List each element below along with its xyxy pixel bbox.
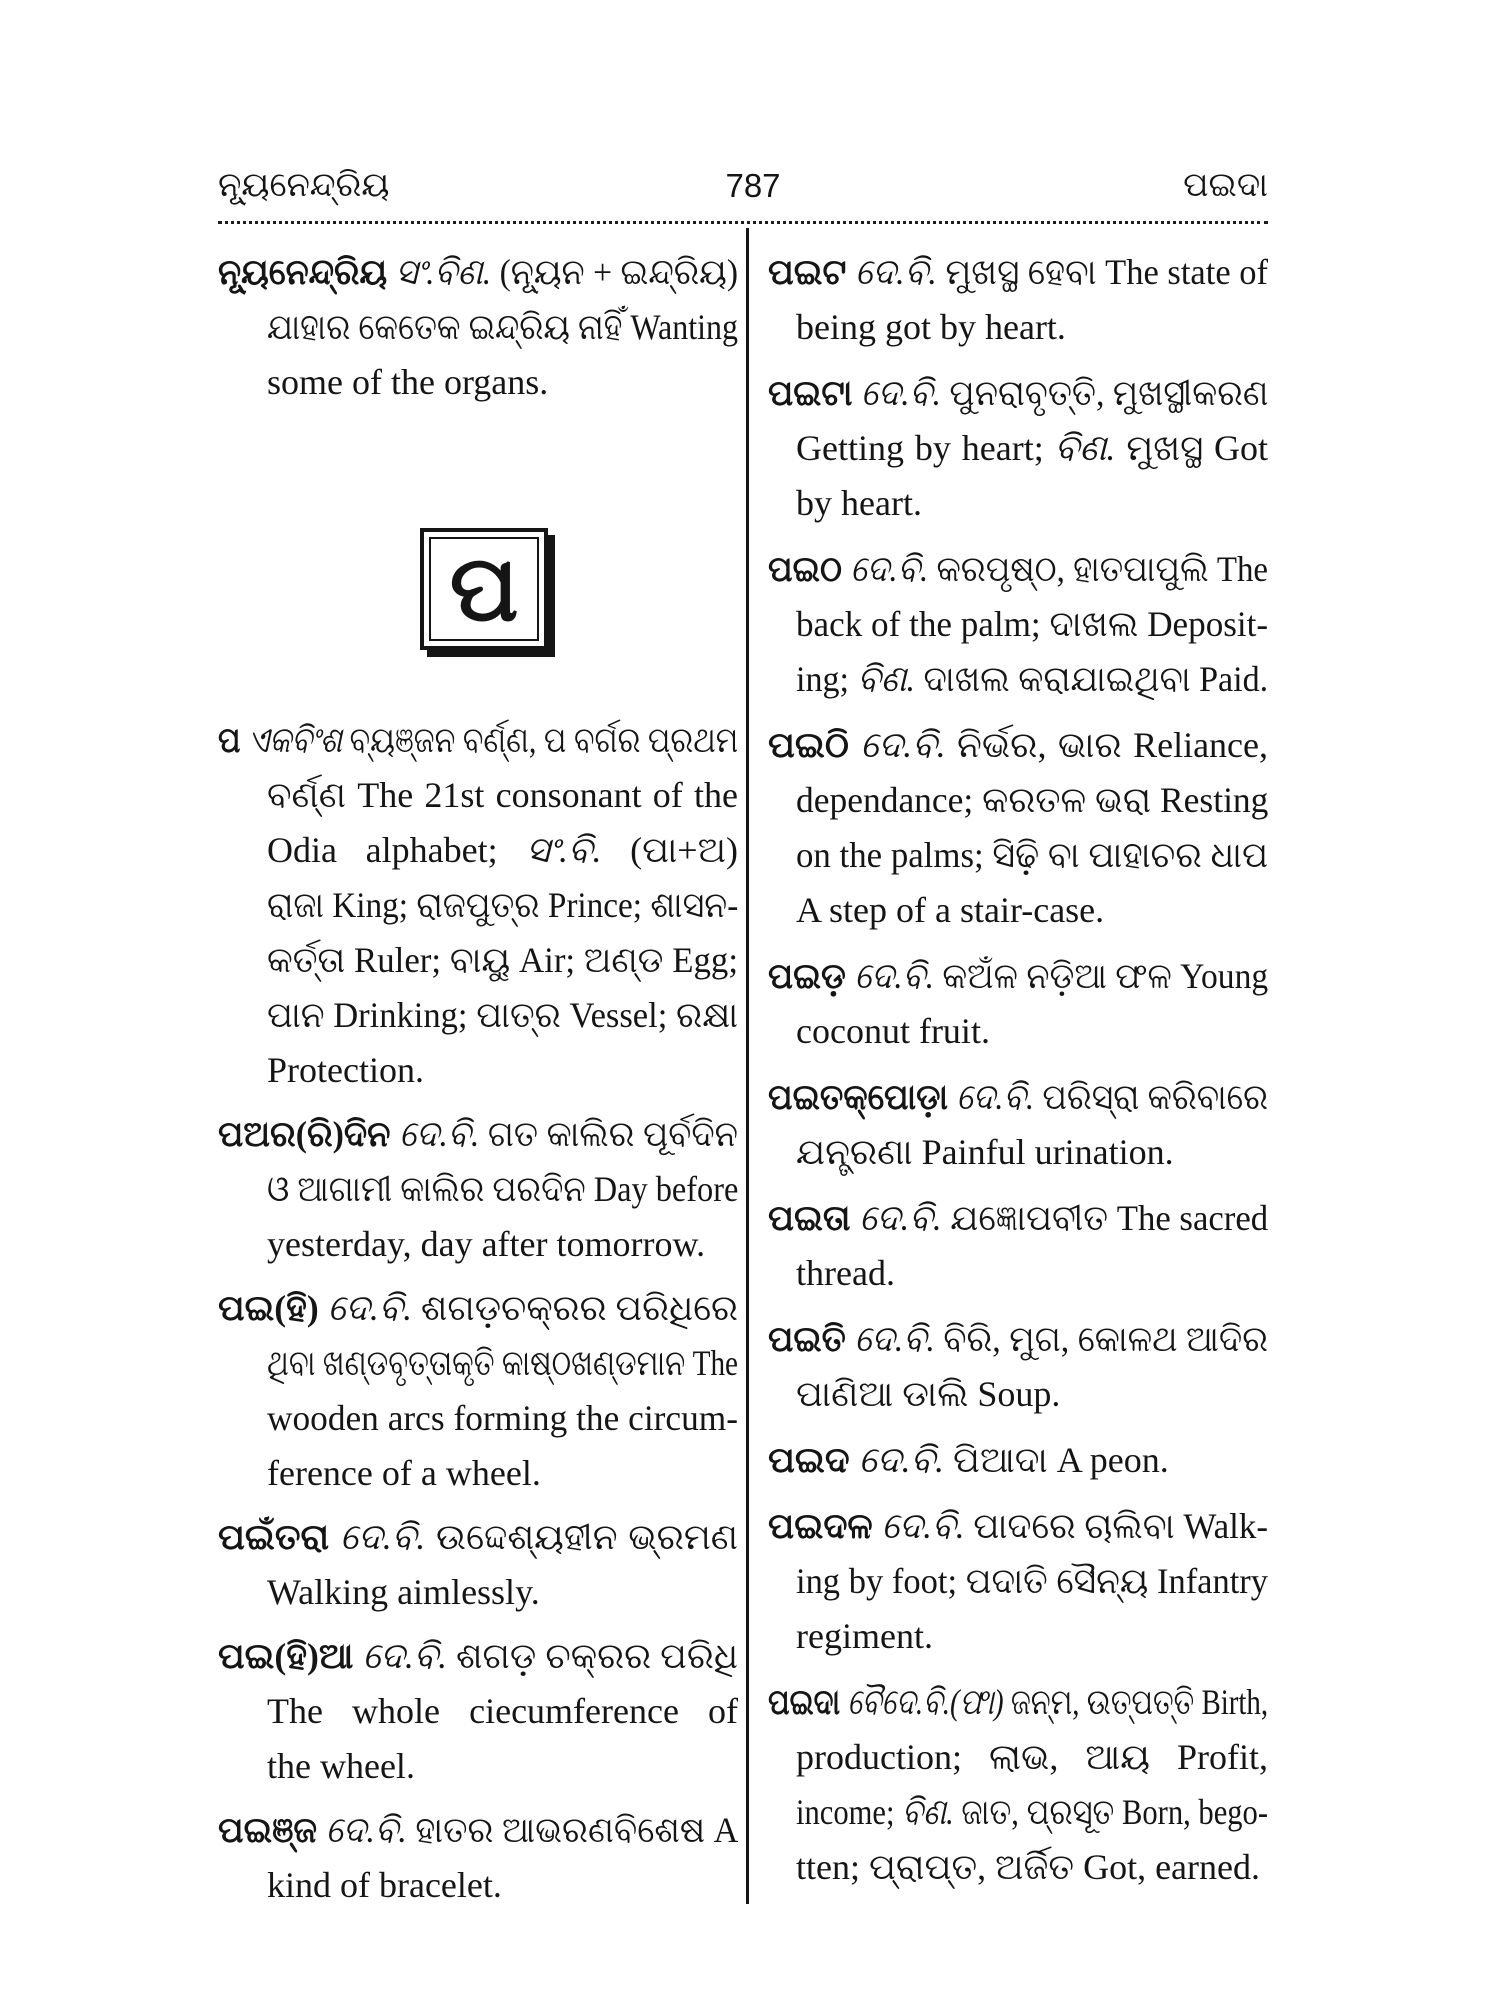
grammar-label: ଦେ.ବି.	[339, 1517, 426, 1557]
section-letter: ପ	[429, 537, 539, 641]
entry-line	[267, 1739, 738, 1794]
headword: ପଇଟ	[768, 252, 847, 292]
entry-text: ପାଦରେ ଚାଲିବା Walk-	[973, 1506, 1268, 1546]
entry-line	[267, 300, 738, 355]
entry-text: coconut fruit.	[796, 1011, 990, 1051]
entry-text: ing by foot; ପଦାତି ସୈନ୍ୟ Infantry	[796, 1561, 1268, 1601]
entry-line	[796, 1367, 1268, 1422]
entry-line	[267, 1858, 738, 1913]
entry-first-line	[768, 245, 1268, 300]
grammar-label: ଏକବିଂଶ	[248, 720, 343, 760]
entry-text: ଜନ୍ମ, ଉତ୍ପତ୍ତି Birth,	[1010, 1682, 1268, 1722]
page-number: 787	[725, 167, 781, 204]
right-column	[768, 245, 1268, 1906]
entry-text: କର୍ତ୍ତା Ruler; ବାୟୁ Air; ଅଣ୍ଡ Egg;	[267, 940, 738, 980]
entry-text: (ନ୍ୟୂନ + ଇନ୍ଦ୍ରିୟ)	[499, 252, 738, 292]
entry-text: ମୁଖସ୍ଥ ହେବା The state of	[945, 252, 1268, 292]
entry-line	[796, 1609, 1268, 1664]
grammar-label: ଦେ.ବି.	[860, 373, 941, 413]
dictionary-entry	[218, 1510, 738, 1620]
entry-first-line	[768, 542, 1268, 597]
entry-text: Odia alphabet;	[267, 830, 498, 870]
entry-text: ଯାହାର କେତେକ ଇନ୍ଦ୍ରିୟ ନାହିଁ Wanting	[267, 307, 738, 347]
dictionary-entry	[768, 1070, 1268, 1180]
grammar-label: ଦେ.ବି.	[362, 1636, 447, 1676]
entry-text: production; ଲାଭ, ଆୟ Profit,	[796, 1737, 1268, 1777]
dictionary-entry	[768, 366, 1268, 531]
entry-first-line	[218, 245, 738, 300]
entry-text: ପାନ Drinking; ପାତ୍ର Vessel; ରକ୍ଷା	[267, 995, 738, 1035]
grammar-label: ଦେ.ବି.	[327, 1288, 412, 1328]
entry-line	[796, 1730, 1268, 1785]
entry-line	[267, 768, 738, 823]
entry-text: ହାତର ଆଭରଣବିଶେଷ A	[415, 1810, 738, 1850]
entry-line	[267, 1391, 738, 1446]
grammar-label: ଦେ.ବି.	[854, 956, 934, 996]
entry-first-line	[218, 1629, 738, 1684]
entry-line	[267, 355, 738, 410]
entry-text: ଥିବା ଖଣ୍ଡବୃତ୍ତାକୃତି କାଷ୍ଠଖଣ୍ଡମାନ The	[267, 1343, 738, 1383]
entry-text: ଉଦ୍ଦେଶ୍ୟହୀନ ଭ୍ରମଣ	[436, 1517, 738, 1557]
entry-text: ପିଆଦା A peon.	[953, 1440, 1169, 1480]
entry-text: ଗତ କାଲିର ପୂର୍ବଦିନ	[487, 1114, 738, 1154]
headword: ପଇତି	[768, 1319, 846, 1359]
dictionary-entry	[218, 1629, 738, 1794]
entry-text: ପାଣିଆ ଡାଲି Soup.	[796, 1374, 1061, 1414]
entry-first-line	[768, 1433, 1268, 1488]
entry-text: ଶଗଡ଼ଚକ୍ରର ପରିଧିରେ	[420, 1288, 738, 1328]
entry-text: tten; ପ୍ରାପ୍ତ, ଅର୍ଜିତ Got, earned.	[796, 1847, 1261, 1887]
grammar-label: ବିଣ.	[1054, 428, 1116, 468]
entry-line	[267, 1336, 738, 1391]
entry-first-line	[768, 1191, 1268, 1246]
entry-line	[267, 1684, 738, 1739]
entry-text: Protection.	[267, 1050, 424, 1090]
entry-text: thread.	[796, 1253, 895, 1293]
grammar-label: ଦେ.ବି.	[858, 1440, 945, 1480]
entry-line	[796, 597, 1268, 652]
dictionary-entry	[768, 1499, 1268, 1664]
entry-first-line	[218, 1510, 738, 1565]
grammar-label: ଦେ.ବି.	[850, 549, 929, 589]
entry-line	[267, 1217, 738, 1272]
entry-line	[796, 1840, 1268, 1895]
entry-line	[267, 933, 738, 988]
entry-text: ବର୍ଣ୍ଣ The 21st consonant of the	[267, 775, 738, 815]
entry-first-line	[768, 718, 1268, 773]
entry-text: କଅଁଳ ନଡ଼ିଆ ଫଳ Young	[942, 956, 1268, 996]
grammar-label: ଦେ.ବି.	[399, 1114, 480, 1154]
header-dotted-rule	[218, 221, 1268, 224]
grammar-label: ବୈଦେ.ବି.(ଫା)	[847, 1682, 1004, 1722]
dictionary-entry	[768, 1433, 1268, 1488]
entry-text: ମୁଖସ୍ଥ Got	[1126, 428, 1268, 468]
dictionary-entry	[218, 1107, 738, 1272]
headword: ପଇଦ	[768, 1440, 850, 1480]
entry-first-line	[768, 366, 1268, 421]
headword: ପଇ(ହି)	[218, 1288, 319, 1328]
headword: ପଇଦଳ	[768, 1506, 873, 1546]
entry-line	[267, 1446, 738, 1501]
headword: ପଇତକ୍ପୋଡ଼ା	[768, 1077, 948, 1117]
headword: ପଇତା	[768, 1198, 851, 1238]
entry-first-line	[768, 1312, 1268, 1367]
entry-text: Getting by heart;	[796, 428, 1044, 468]
entry-line	[267, 878, 738, 933]
entry-first-line	[218, 713, 738, 768]
entry-text: dependance; କରତଳ ଭରା Resting	[796, 780, 1268, 820]
entry-first-line	[768, 1675, 1268, 1730]
entry-first-line	[768, 1499, 1268, 1554]
entry-text: yesterday, day after tomorrow.	[267, 1224, 706, 1264]
entry-text: ଯନ୍ତ୍ରଣା Painful urination.	[796, 1132, 1174, 1172]
entry-text: ଦାଖଲ କରାଯାଇଥିବା Paid.	[923, 659, 1268, 699]
entry-first-line	[768, 1070, 1268, 1125]
dictionary-entry	[218, 713, 738, 1098]
headword: ନ୍ୟୂନେନ୍ଦ୍ରିୟ	[218, 252, 388, 292]
entry-line	[267, 988, 738, 1043]
headword: ପଇ(ହି)ଆ	[218, 1636, 354, 1676]
headword: ପ	[218, 720, 241, 760]
entry-line	[796, 421, 1268, 476]
entry-text: ing;	[796, 659, 849, 699]
entry-line	[796, 476, 1268, 531]
entry-line	[796, 773, 1268, 828]
entry-text: ବ୍ୟଞ୍ଜନ ବର୍ଣ୍ଣ, ପ ବର୍ଗର ପ୍ରଥମ	[349, 720, 738, 760]
entry-text: income;	[796, 1792, 895, 1832]
dictionary-entry	[768, 1191, 1268, 1301]
entry-text: ପରିସ୍ରା କରିବାରେ	[1042, 1077, 1268, 1117]
entry-line	[267, 1565, 738, 1620]
dictionary-entry	[218, 245, 738, 410]
entry-first-line	[768, 949, 1268, 1004]
entry-text: ରାଜା King; ରାଜପୁତ୍ର Prince; ଶାସନ-	[267, 885, 738, 925]
headword: ପଅର(ରି)ଦିନ	[218, 1114, 391, 1154]
headword: ପଇଦା	[768, 1682, 841, 1722]
entry-line	[796, 1554, 1268, 1609]
dictionary-entry	[768, 1675, 1268, 1895]
entry-first-line	[218, 1107, 738, 1162]
left-column	[218, 245, 738, 1922]
entry-text: ଓ ଆଗାମୀ କାଲିର ପରଦିନ Day before	[267, 1169, 738, 1209]
entry-text: A step of a stair-case.	[796, 890, 1105, 930]
entry-first-line	[218, 1281, 738, 1336]
entry-line	[796, 1785, 1268, 1840]
headword: ପଇଡ଼	[768, 956, 846, 996]
entry-first-line	[218, 1803, 738, 1858]
entry-line	[267, 1043, 738, 1098]
entry-text: by heart.	[796, 483, 922, 523]
grammar-label: ସଂ.ବି.	[526, 830, 602, 870]
running-head-left: ନ୍ୟୂନେନ୍ଦ୍ରିୟ	[218, 167, 390, 204]
entry-text: the wheel.	[267, 1746, 415, 1786]
grammar-label: ଦେ.ବି.	[325, 1810, 407, 1850]
grammar-label: ଦେ.ବି.	[855, 252, 937, 292]
dictionary-entry	[768, 1312, 1268, 1422]
headword: ପଇଟା	[768, 373, 853, 413]
grammar-label: ଦେ.ବି.	[956, 1077, 1035, 1117]
entry-text: ference of a wheel.	[267, 1453, 541, 1493]
entry-text: on the palms; ସିଢ଼ି ବା ପାହାଚର ଧାପ	[796, 835, 1268, 875]
entry-text: ଜାତ, ପ୍ରସୂତ Born, bego-	[961, 1792, 1268, 1832]
headword: ପଇଞ୍ଜ	[218, 1810, 318, 1850]
entry-text: Walking aimlessly.	[267, 1572, 540, 1612]
entry-text: back of the palm; ଦାଖଲ Deposit-	[796, 604, 1268, 644]
entry-line	[267, 1162, 738, 1217]
entry-line	[796, 1125, 1268, 1180]
entry-text: ଶଗଡ଼ ଚକ୍ରର ପରିଧି	[456, 1636, 738, 1676]
entry-text: ପୁନରାବୃତ୍ତି, ମୁଖସ୍ଥୀକରଣ	[949, 373, 1268, 413]
grammar-label: ଦେ.ବି.	[881, 1506, 965, 1546]
entry-text: being got by heart.	[796, 307, 1066, 347]
dictionary-entry	[768, 245, 1268, 355]
headword: ପଇଠି	[768, 725, 849, 765]
entry-text: kind of bracelet.	[267, 1865, 502, 1905]
entry-line	[796, 883, 1268, 938]
entry-line	[796, 652, 1268, 707]
entry-text: wooden arcs forming the circum-	[267, 1398, 738, 1438]
dictionary-entry	[768, 949, 1268, 1059]
entry-text: regiment.	[796, 1616, 933, 1656]
entry-line	[796, 1246, 1268, 1301]
column-divider	[746, 228, 749, 1904]
grammar-label: ବିଣ.	[857, 659, 915, 699]
headword: ପଇଠ	[768, 549, 842, 589]
entry-text: ନିର୍ଭର, ଭାର Reliance,	[957, 725, 1268, 765]
running-head-right: ପଇଦା	[1183, 167, 1268, 204]
dictionary-entry	[218, 1803, 738, 1913]
entry-line	[796, 1004, 1268, 1059]
grammar-label: ଦେ.ବି.	[860, 725, 946, 765]
headword: ପଇଁତରା	[218, 1517, 330, 1557]
entry-line	[267, 823, 738, 878]
entry-text: ଯଜ୍ଞୋପବୀତ The sacred	[950, 1198, 1268, 1238]
grammar-label: ବିଣ.	[902, 1792, 954, 1832]
entry-line	[796, 300, 1268, 355]
grammar-label: ସଂ.ବିଣ.	[395, 252, 492, 292]
dictionary-entry	[768, 542, 1268, 707]
entry-text: କରପୃଷ୍ଠ, ହାତପାପୁଲି The	[936, 549, 1268, 589]
dictionary-entry	[218, 1281, 738, 1501]
entry-text: some of the organs.	[267, 362, 549, 402]
grammar-label: ଦେ.ବି.	[854, 1319, 935, 1359]
section-letter-box	[420, 528, 548, 650]
entry-text: The whole ciecumference of	[267, 1691, 738, 1731]
entry-line	[796, 828, 1268, 883]
grammar-label: ଦେ.ବି.	[859, 1198, 942, 1238]
entry-text: ବିରି, ମୁଗ, କୋଳଥ ଆଦିର	[943, 1319, 1268, 1359]
entry-text: (ପା+ଅ)	[630, 830, 738, 870]
dictionary-entry	[768, 718, 1268, 938]
